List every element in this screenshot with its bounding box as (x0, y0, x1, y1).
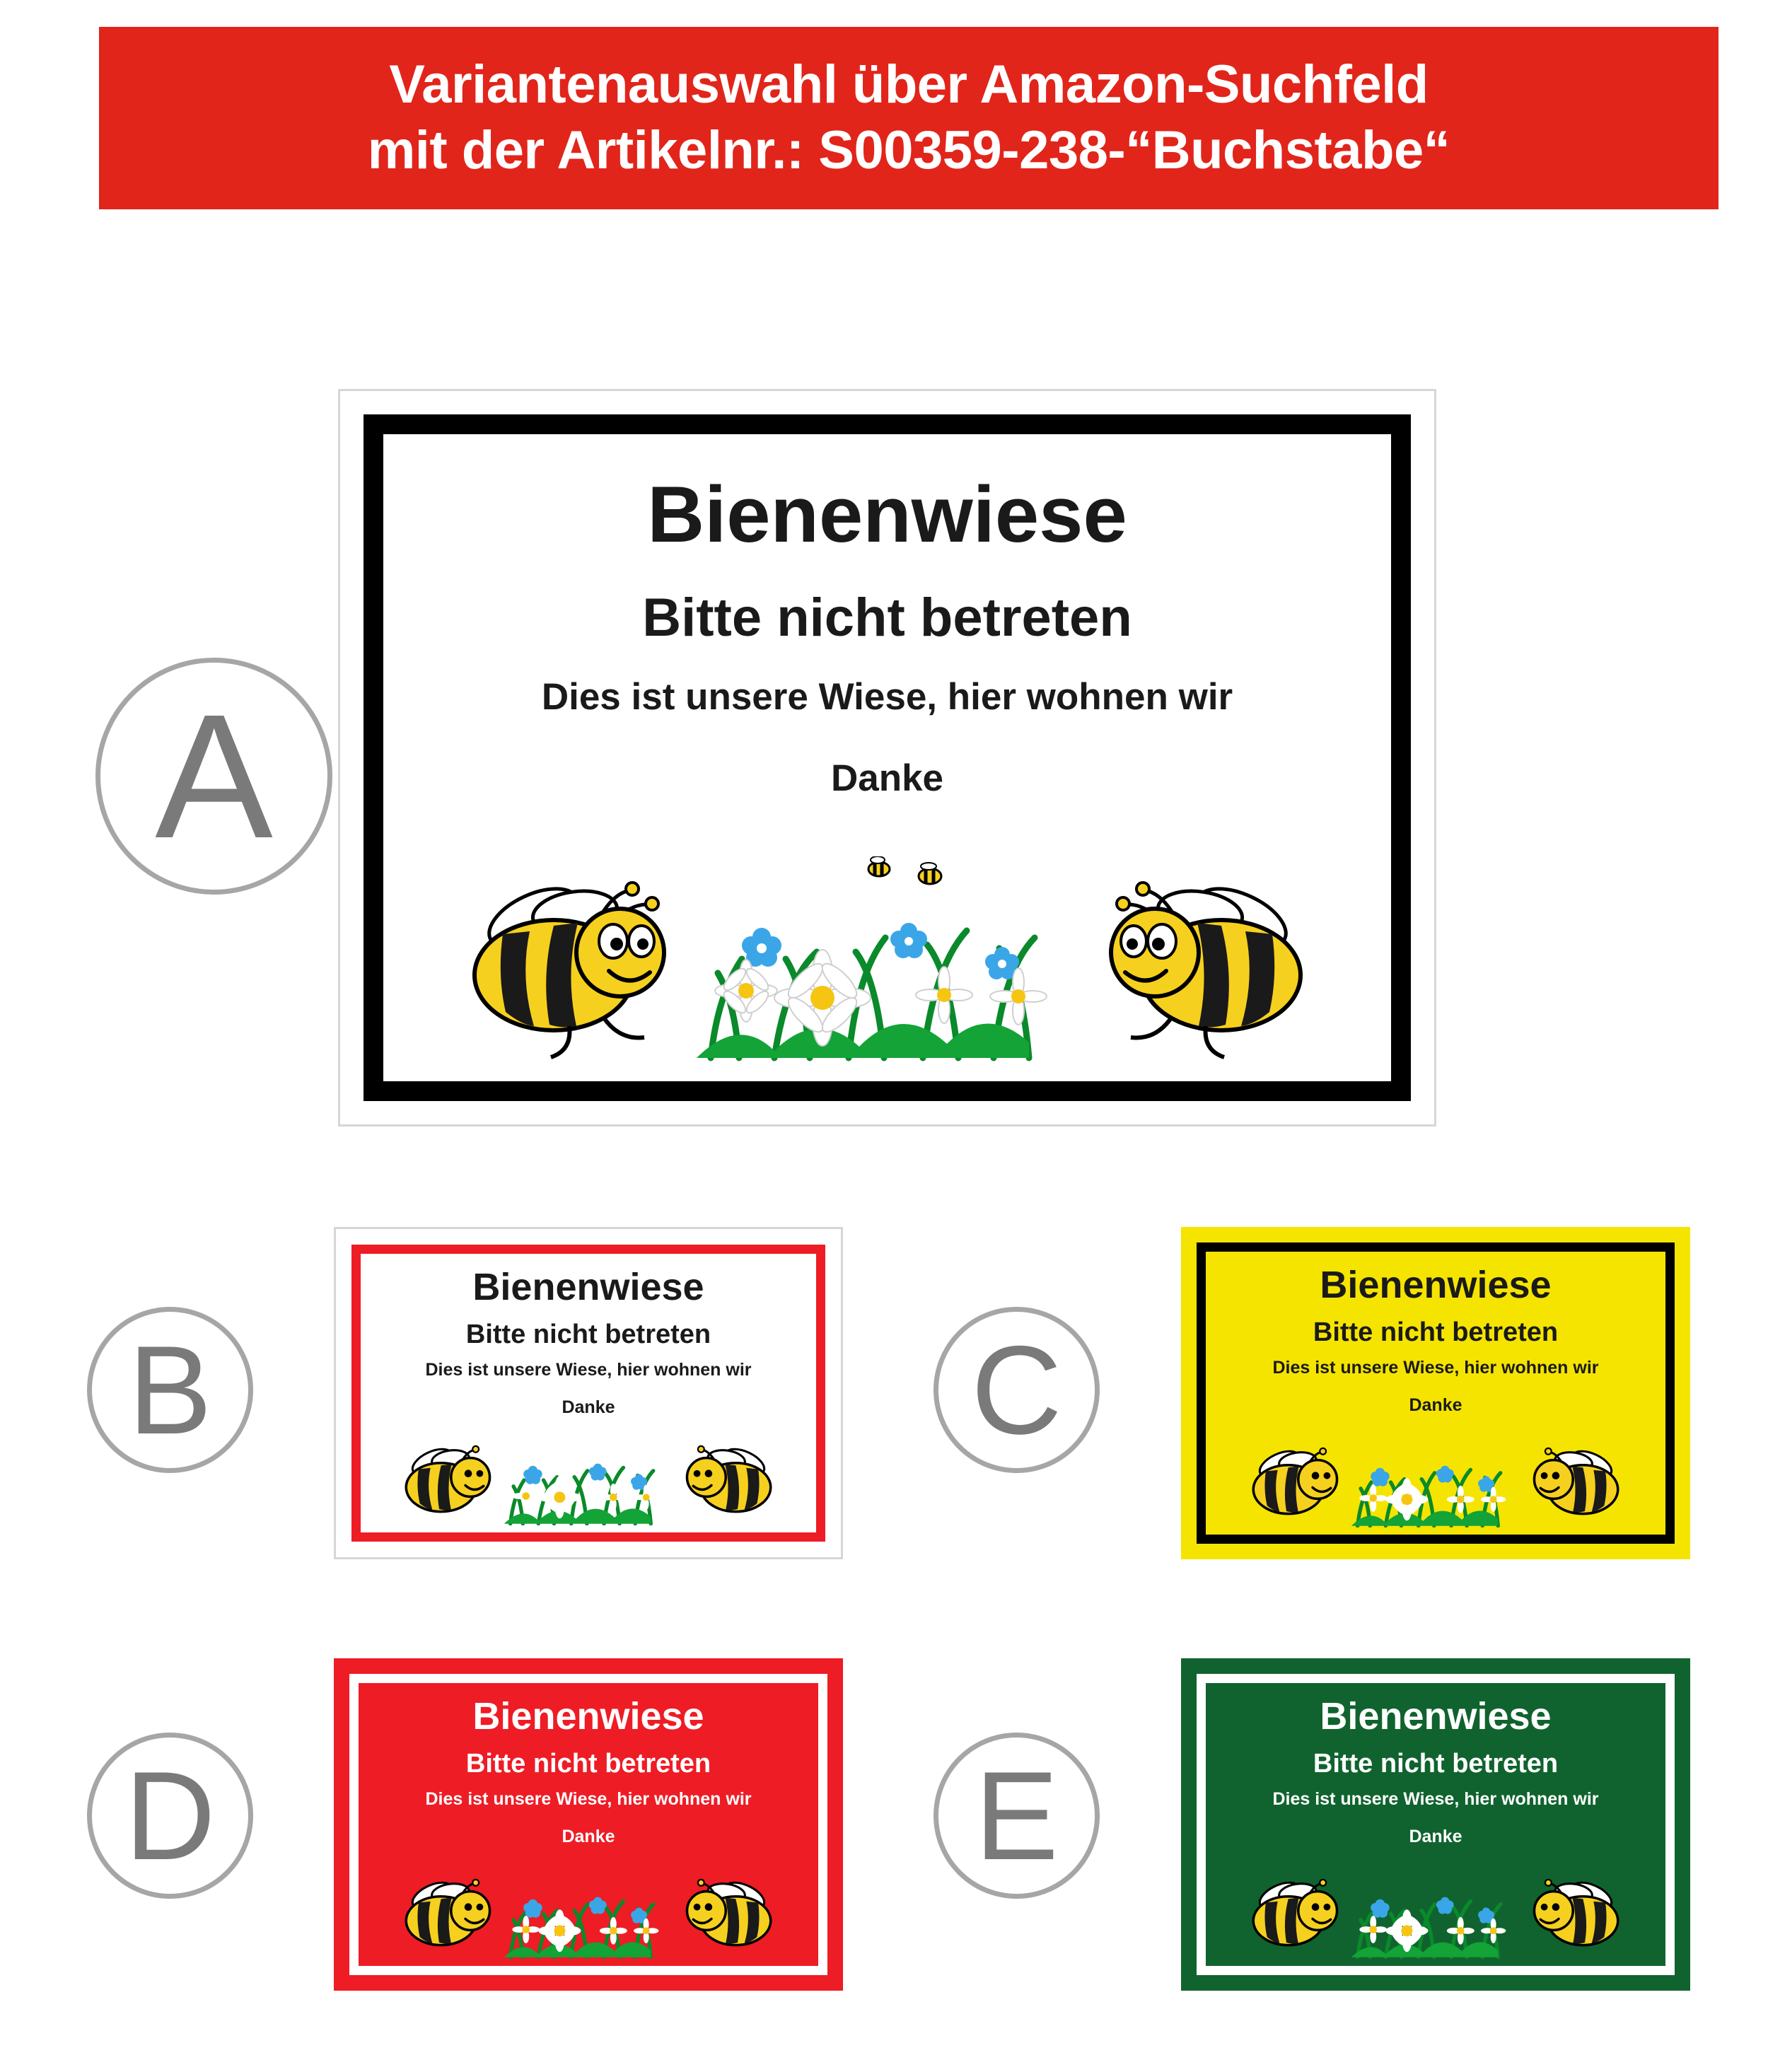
sign-variant-d (334, 1658, 843, 1991)
sign-a-subtitle: Bitte nicht betreten (642, 588, 1132, 648)
sign-a-artwork (383, 856, 1391, 1061)
sign-c-artwork (1206, 1437, 1665, 1527)
bee-right-icon (1111, 876, 1301, 1057)
variant-letter-circle-a (95, 658, 332, 895)
sign-a-body: Dies ist unsere Wiese, hier wohnen wir (541, 676, 1233, 718)
banner-line-1: Variantenauswahl über Amazon-Suchfeld (389, 54, 1429, 115)
sign-a-thanks: Danke (830, 757, 944, 799)
sign-e-thanks: Danke (1409, 1827, 1462, 1846)
sign-variant-c (1181, 1227, 1690, 1559)
variant-letter-a: A (155, 677, 273, 875)
sign-e-body: Dies ist unsere Wiese, hier wohnen wir (1272, 1789, 1599, 1809)
variant-letter-d: D (124, 1745, 216, 1886)
variant-letter-circle-c (934, 1307, 1100, 1473)
sign-b-title: Bienenwiese (472, 1266, 704, 1308)
sign-e-artwork (1206, 1868, 1665, 1959)
sign-d-artwork (359, 1868, 818, 1959)
sign-variant-a (338, 389, 1436, 1127)
sign-d-body: Dies ist unsere Wiese, hier wohnen wir (425, 1789, 752, 1809)
sign-variant-b (334, 1227, 843, 1559)
sign-c-thanks: Danke (1409, 1395, 1462, 1415)
sign-a-title: Bienenwiese (647, 470, 1127, 559)
variant-letter-circle-d (87, 1733, 253, 1899)
meadow-flowers-icon (697, 856, 1047, 1058)
sign-b-subtitle: Bitte nicht betreten (465, 1320, 711, 1349)
header-banner (99, 27, 1718, 209)
sign-d-subtitle: Bitte nicht betreten (465, 1749, 711, 1779)
mini-bee-icon (868, 856, 941, 884)
variant-letter-circle-e (934, 1733, 1100, 1899)
variant-letter-e: E (975, 1745, 1059, 1886)
sign-b-thanks: Danke (562, 1397, 615, 1417)
variant-letter-circle-b (87, 1307, 253, 1473)
sign-c-subtitle: Bitte nicht betreten (1313, 1317, 1559, 1347)
variant-letter-c: C (971, 1320, 1062, 1460)
sign-d-thanks: Danke (562, 1827, 615, 1846)
sign-c-title: Bienenwiese (1320, 1264, 1552, 1306)
sign-d-title: Bienenwiese (472, 1695, 704, 1738)
banner-line-2: mit der Artikelnr.: S00359-238-“Buchstabe“ (367, 120, 1450, 180)
sign-e-subtitle: Bitte nicht betreten (1313, 1749, 1559, 1779)
sign-b-artwork (361, 1435, 816, 1525)
bee-left-icon (475, 876, 664, 1057)
sign-b-body: Dies ist unsere Wiese, hier wohnen wir (425, 1360, 752, 1380)
sign-variant-e (1181, 1658, 1690, 1991)
sign-e-title: Bienenwiese (1320, 1695, 1552, 1738)
sign-c-body: Dies ist unsere Wiese, hier wohnen wir (1272, 1358, 1599, 1378)
variant-letter-b: B (128, 1320, 212, 1460)
